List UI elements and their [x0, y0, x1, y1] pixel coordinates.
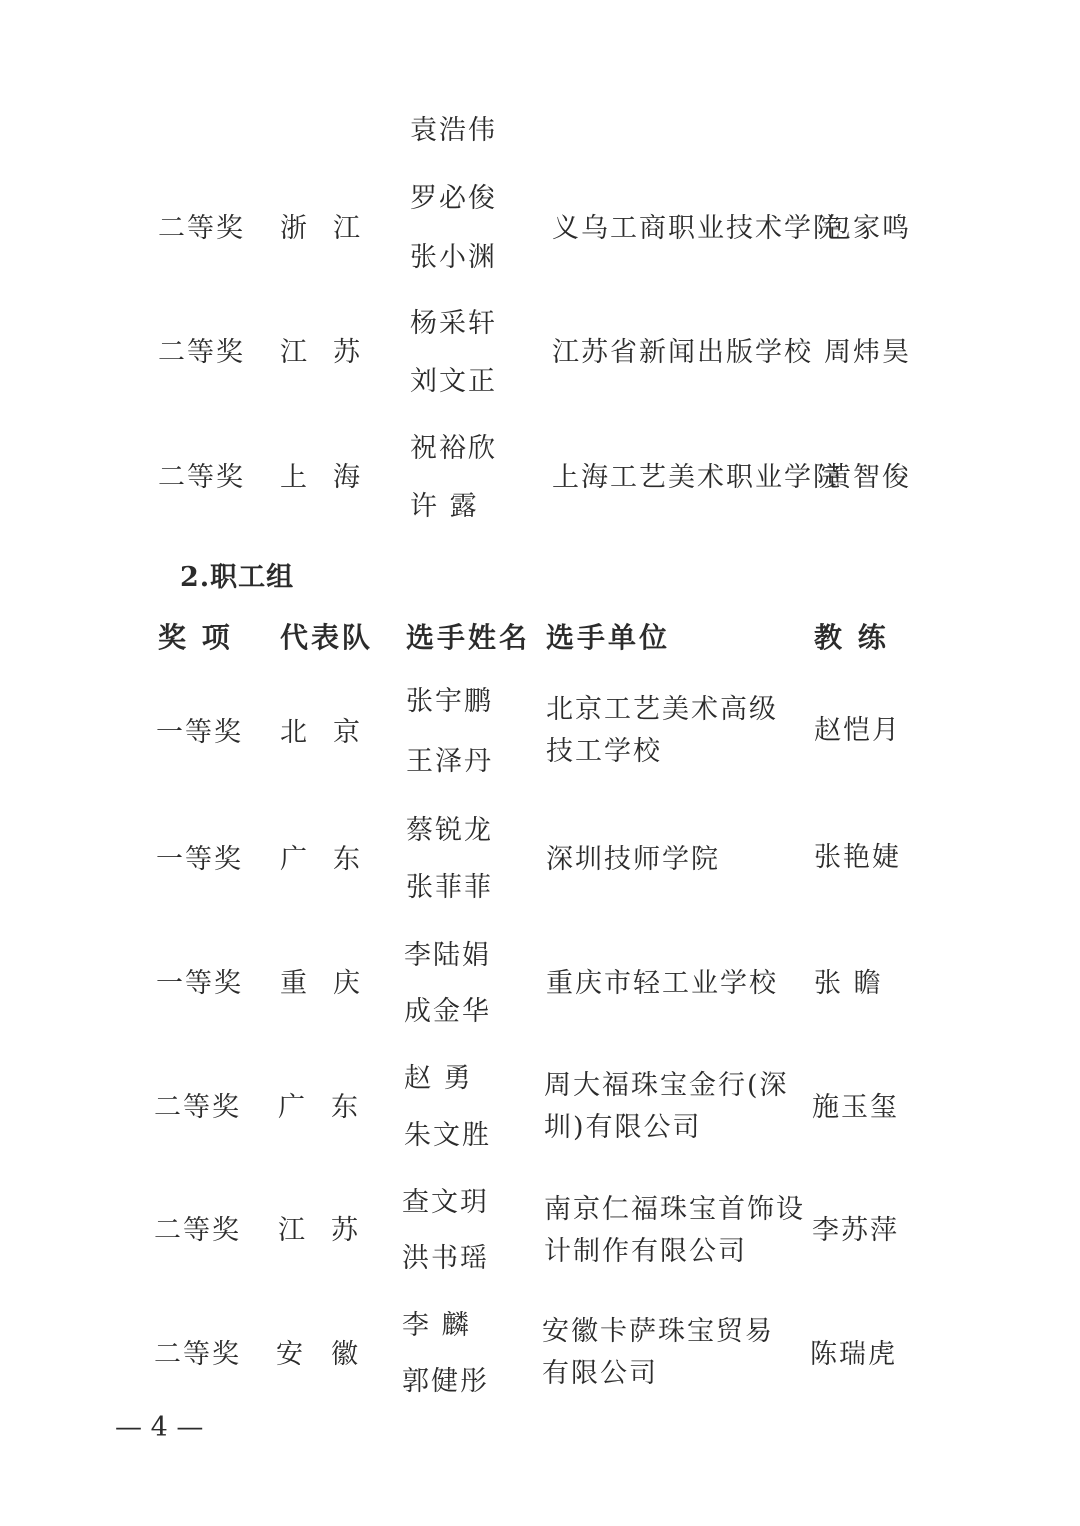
team-cell: 北 京: [280, 717, 360, 748]
team-cell: 浙 江: [280, 213, 360, 244]
player-name: 张菲菲: [406, 872, 493, 903]
header-award: 奖 项: [158, 621, 233, 654]
player-name: 赵 勇: [404, 1063, 473, 1094]
award-cell: 一等奖: [156, 844, 243, 875]
team-cell: 广 东: [278, 1092, 358, 1123]
player-name: 查文玥: [402, 1187, 489, 1218]
player-name: 罗必俊: [410, 183, 497, 214]
player-name: 杨采轩: [410, 308, 497, 339]
section-title: 2.职工组: [180, 562, 295, 593]
player-name: 袁浩伟: [410, 115, 497, 146]
unit-cell: 技工学校: [546, 736, 662, 767]
coach-cell: 张艳婕: [814, 842, 901, 873]
player-name: 成金华: [404, 996, 491, 1027]
unit-cell: 上海工艺美术职业学院: [552, 462, 842, 493]
header-coach: 教 练: [814, 621, 889, 654]
unit-cell: 重庆市轻工业学校: [546, 968, 778, 999]
unit-cell: 圳)有限公司: [544, 1112, 702, 1143]
player-name: 郭健彤: [402, 1366, 489, 1397]
coach-cell: 陈瑞虎: [810, 1339, 897, 1370]
player-name: 祝裕欣: [410, 433, 497, 464]
unit-cell: 安徽卡萨珠宝贸易: [542, 1316, 774, 1347]
team-cell: 广 东: [280, 844, 360, 875]
player-name: 刘文正: [410, 366, 497, 397]
coach-cell: 包家鸣: [824, 213, 911, 244]
award-cell: 二等奖: [158, 337, 245, 368]
unit-cell: 北京工艺美术高级: [546, 694, 778, 725]
coach-cell: 赵恺月: [814, 715, 901, 746]
unit-cell: 义乌工商职业技术学院: [552, 213, 842, 244]
player-name: 张小渊: [410, 242, 497, 273]
unit-cell: 深圳技师学院: [546, 844, 720, 875]
player-name: 李 麟: [402, 1310, 471, 1341]
header-unit: 选手单位: [546, 621, 671, 654]
award-cell: 二等奖: [154, 1092, 241, 1123]
team-cell: 江 苏: [280, 337, 360, 368]
unit-cell: 江苏省新闻出版学校: [552, 337, 813, 368]
player-name: 蔡锐龙: [406, 815, 493, 846]
coach-cell: 施玉玺: [812, 1092, 899, 1123]
unit-cell: 南京仁福珠宝首饰设: [544, 1194, 805, 1225]
coach-cell: 李苏萍: [812, 1215, 899, 1246]
coach-cell: 张 瞻: [814, 968, 883, 999]
team-cell: 安 徽: [276, 1339, 358, 1370]
team-cell: 江 苏: [278, 1215, 358, 1246]
award-cell: 一等奖: [156, 968, 243, 999]
coach-cell: 黄智俊: [824, 462, 911, 493]
award-cell: 二等奖: [158, 462, 245, 493]
coach-cell: 周炜昊: [824, 337, 911, 368]
award-cell: 二等奖: [158, 213, 245, 244]
player-name: 张宇鹏: [406, 686, 493, 717]
award-cell: 一等奖: [156, 717, 243, 748]
team-cell: 重 庆: [280, 968, 360, 999]
header-players: 选手姓名: [406, 621, 531, 654]
unit-cell: 计制作有限公司: [544, 1236, 747, 1267]
award-cell: 二等奖: [154, 1215, 241, 1246]
team-cell: 上 海: [280, 462, 360, 493]
player-name: 许 露: [410, 491, 479, 522]
unit-cell: 周大福珠宝金行(深: [544, 1070, 789, 1101]
player-name: 李陆娟: [404, 940, 491, 971]
unit-cell: 有限公司: [542, 1358, 658, 1389]
player-name: 王泽丹: [406, 746, 493, 777]
player-name: 洪书瑶: [402, 1243, 489, 1274]
page-number: — 4 —: [115, 1412, 204, 1443]
player-name: 朱文胜: [404, 1120, 491, 1151]
award-cell: 二等奖: [154, 1339, 241, 1370]
header-team: 代表队: [280, 621, 374, 654]
